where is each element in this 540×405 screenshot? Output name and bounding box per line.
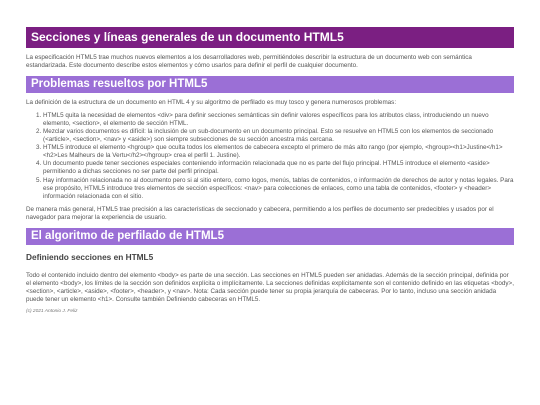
- list-item: 3. HTML5 introduce el elemento <hgroup> que oculta todos los elementos de cabecera excepto el primero de más alto rango (por ejemplo, <hgroup><h1>Justine</h1><h2>Les Malheurs de la Vertu</h2></hgroup> crea el perfil 1. Justine).: [43, 144, 514, 160]
- page-title: Secciones y líneas generales de un documento HTML5: [26, 27, 514, 48]
- section-heading-algoritmo: El algoritmo de perfilado de HTML5: [26, 228, 514, 245]
- list-item: 1. HTML5 quita la necesidad de elementos <div> para definir secciones semánticas sin definir valores específicos para los atributos class, introduciendo un nuevo elemento, <section>, el elemento de sección HTML.: [43, 112, 514, 128]
- section-heading-problemas: Problemas resueltos por HTML5: [26, 76, 514, 93]
- copyright-footer: (c) 2021 Antonio J. Feliz: [26, 308, 78, 314]
- intro-paragraph: La especificación HTML5 trae muchos nuevos elementos a los desarrolladores web, permitiéndoles describir la estructura de un documento web con semántica estandarizada. Este documento describe estos elementos y cómo usarlos para definir el perfil de cualquier documento.: [26, 54, 472, 70]
- section-lead-paragraph: La definición de la estructura de un documento en HTML 4 y su algoritmo de perfilado es muy tosco y genera numerosos problemas:: [26, 99, 397, 107]
- list-item: 2. Mezclar varios documentos es difícil: la inclusión de un sub-documento en un documento principal. Esto se resuelve en HTML5 con los elementos de seccionado (<article>, <section>, <nav> y <aside>) son siempre subsecciones de su sección ancestra más cercana.: [43, 128, 514, 144]
- list-item: 5. Hay información relacionada no al documento pero si al sitio entero, como logos, menús, tablas de contenidos, o información de derechos de autor y notas legales. Para ese propósito, HTML5 introduce tres elementos de sección específicos: <nav> para colecciones de enlaces, como una tabla de contenidos, <footer> y <header> información relacionada con el sitio.: [43, 177, 514, 201]
- problems-list: [26, 112, 514, 201]
- list-item: 4. Un documento puede tener secciones especiales conteniendo información relacionada que no es parte del flujo principal. HTML5 introduce el elemento <aside> permitiendo a dichas secciones no ser parte del perfil principal.: [43, 160, 514, 176]
- document-page: [26, 0, 514, 315]
- closing-paragraph: De manera más general, HTML5 trae precisión a las características de seccionado y cabecera, permitiendo a los perfiles de documento ser predecibles y usados por el navegador para mejorar la experiencia de usuario.: [26, 205, 494, 221]
- subsection-heading: Definiendo secciones en HTML5: [26, 251, 154, 262]
- body-paragraph: Todo el contenido incluido dentro del elemento <body> es parte de una sección. Las secciones en HTML5 pueden ser anidadas. Además de la sección principal, definida por el elemento <body>, los límites de la sección son definidos explícita o implícitamente. La secciones definidas explícitamente son el contenido definido en las etiquetas <body>, <section>, <article>, <aside>, <footer>, <header>, y <nav>. Nota: Cada sección puede tener su propia jerarquía de cabeceras. Por lo tanto, incluso una sección anidada puede tener un elemento <h1>. Consulte también Definiendo cabeceras en HTML5.: [26, 271, 514, 303]
